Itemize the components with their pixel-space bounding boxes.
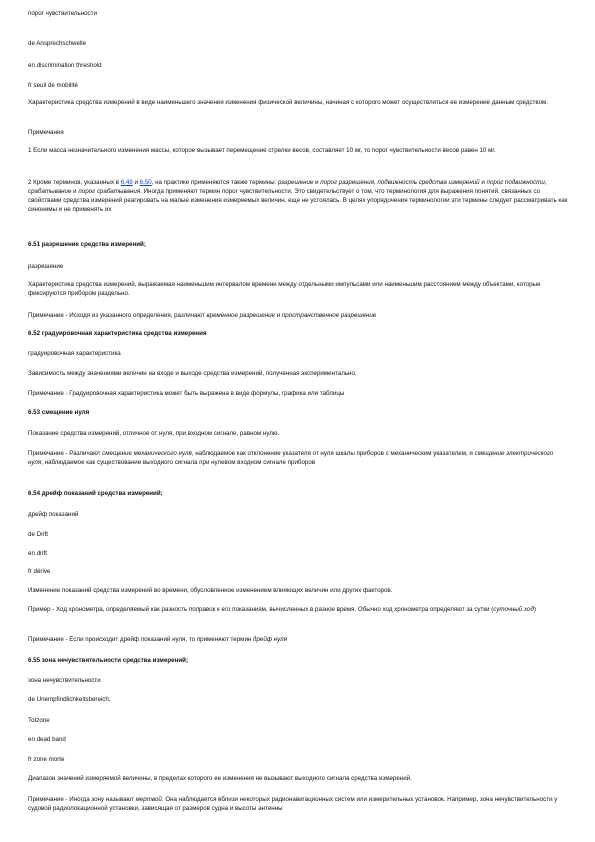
italic-term: порог подвижности, срабатывание xyxy=(28,179,547,195)
term-fr: fr dérive xyxy=(28,568,51,575)
definition: Показание средства измерений, отличное от нуля, при входном сигнале, равном нулю. xyxy=(28,430,280,437)
definition: Характеристика средства измерений, выражаемая наименьшим интервалом времени между отдельными импульсами или наименьшим расстоянием между объектами, которые фиксируются прибором раздельно. xyxy=(28,281,541,297)
italic-term: суточный ход xyxy=(493,606,534,613)
note-text: и xyxy=(71,188,79,195)
section-6-55-heading: 6.55 зона нечувствительности средства измерений; xyxy=(28,657,189,664)
note-text: , на практике применяются также термины: xyxy=(151,179,278,186)
note xyxy=(28,311,568,320)
section-6-53-heading: 6.53 смещение нуля xyxy=(28,409,90,416)
note-text: , наблюдаемое как отклонение указателя от нуля шкалы приборов с механическим указателем, и xyxy=(191,450,475,457)
section-6-52-heading: 6.52 градуировочная характеристика средства измерения xyxy=(28,330,207,337)
link-6-50[interactable]: 6.50 xyxy=(139,179,152,186)
definition: Зависимость между значениями величин на входе и выходе средства измерений, полученная экспериментально. xyxy=(28,370,357,377)
italic-term: порог разрешения, подвижность средства измерений xyxy=(320,179,480,186)
note-2 xyxy=(28,178,568,214)
term-de-alt: Totzone xyxy=(28,717,50,724)
italic-term: разрешение xyxy=(277,179,314,186)
term-synonym: зона нечувствительности xyxy=(28,677,101,684)
note-text: Примечание - Иногда зону называют xyxy=(28,796,136,803)
note-text: 2 Кроме терминов, указанных в xyxy=(28,179,121,186)
note-text: Примечание - Различают xyxy=(28,450,103,457)
definition: Диапазон значений измеряемой величины, в пределах которого ее изменения не вызывают выходного сигнала средства измерений. xyxy=(28,775,412,782)
italic-term: временное разрешение xyxy=(206,312,275,319)
term-en: en drift xyxy=(28,550,47,557)
term-synonym: разрешение xyxy=(28,263,64,270)
note-text: . Она наблюдается вблизи некоторых радионавигационных систем или измерительных установок. Например, зона нечувствительности у судовой радиолокационной установки, зависящая от размеров судна и высоты антенны xyxy=(28,796,558,812)
term-en: en dead band xyxy=(28,736,66,743)
notes-heading: Примечания xyxy=(28,129,64,136)
note-text: Примечание - Исходя из указанного определения, различают xyxy=(28,312,207,319)
italic-term: мертвой xyxy=(135,796,162,803)
term: порог чувствительности xyxy=(28,10,97,17)
note: Примечание - Градуировочная характеристика может быть выражена в виде формулы, графика или таблицы xyxy=(28,390,345,397)
note-text: и xyxy=(479,179,487,186)
term-en: en discrimination threshold xyxy=(28,62,102,69)
note-1: 1 Если масса незначительного изменения массы, которое вызывает перемещение стрелки весов, составляет 10 мг, то порог чувствительности весов равен 10 мг. xyxy=(28,147,496,154)
note xyxy=(28,635,568,644)
term-de: de Drift xyxy=(28,531,48,538)
note-text: и xyxy=(313,179,321,186)
note-text: ) xyxy=(533,606,536,613)
term-synonym: градуировочная характеристика xyxy=(28,350,121,357)
note-text: , наблюдаемое как существование выходного сигнала при нулевом входном сигнале приборов xyxy=(41,459,316,466)
note-text: . Иногда применяют термин порог чувствительности. Это свидетельствует о том, что терминология для выражения понятий, связанных со свойствами средства измерений реагировать на малые изменения измеряемых величин, еще не устоялась. В целях упорядочения терминологии эти термины следует рассматривать как синонимы и не применять их xyxy=(28,188,568,213)
note-text: Примечание - Если происходит дрейф показаний нуля, то применяют термин xyxy=(28,636,254,643)
italic-term: пространственное разрешение xyxy=(281,312,377,319)
note xyxy=(28,795,568,813)
definition: Характеристика средства измерений в виде наименьшего значения изменения физической величины, начиная с которого может осуществляться ее измерение данным средством. xyxy=(28,99,549,106)
italic-term: смещение электрического нуля xyxy=(28,450,554,466)
note-text: Пример - Ход хронометра, определяемый как разность поправок к его показаниям, вычисленных в разное время. Обычно ход хронометра определяют за сутки ( xyxy=(28,606,494,613)
section-6-54-heading: 6.54 дрейф показаний средства измерений; xyxy=(28,490,163,497)
example xyxy=(28,605,568,614)
term-de: de Ansprechschwelle xyxy=(28,40,87,47)
definition: Изменение показаний средства измерений во времени, обусловленное изменением влияющих величин или других факторов. xyxy=(28,587,393,594)
term-de: de Unempfindlichkeitsbereich; xyxy=(28,696,111,703)
italic-term: порог срабатывания xyxy=(78,188,141,195)
term-synonym: дрейф показаний xyxy=(28,511,79,518)
note-text: и xyxy=(132,179,140,186)
link-6-49[interactable]: 6.49 xyxy=(120,179,133,186)
section-6-51-heading: 6.51 разрешение средства измерений; xyxy=(28,241,146,248)
note xyxy=(28,449,568,467)
italic-term: смещение механического нуля xyxy=(102,450,192,457)
italic-term: дрейф нуля xyxy=(253,636,287,643)
term-fr: fr seuil de mobilité xyxy=(28,82,78,89)
note-text: и xyxy=(275,312,282,319)
term-fr: fr zone morte xyxy=(28,756,65,763)
